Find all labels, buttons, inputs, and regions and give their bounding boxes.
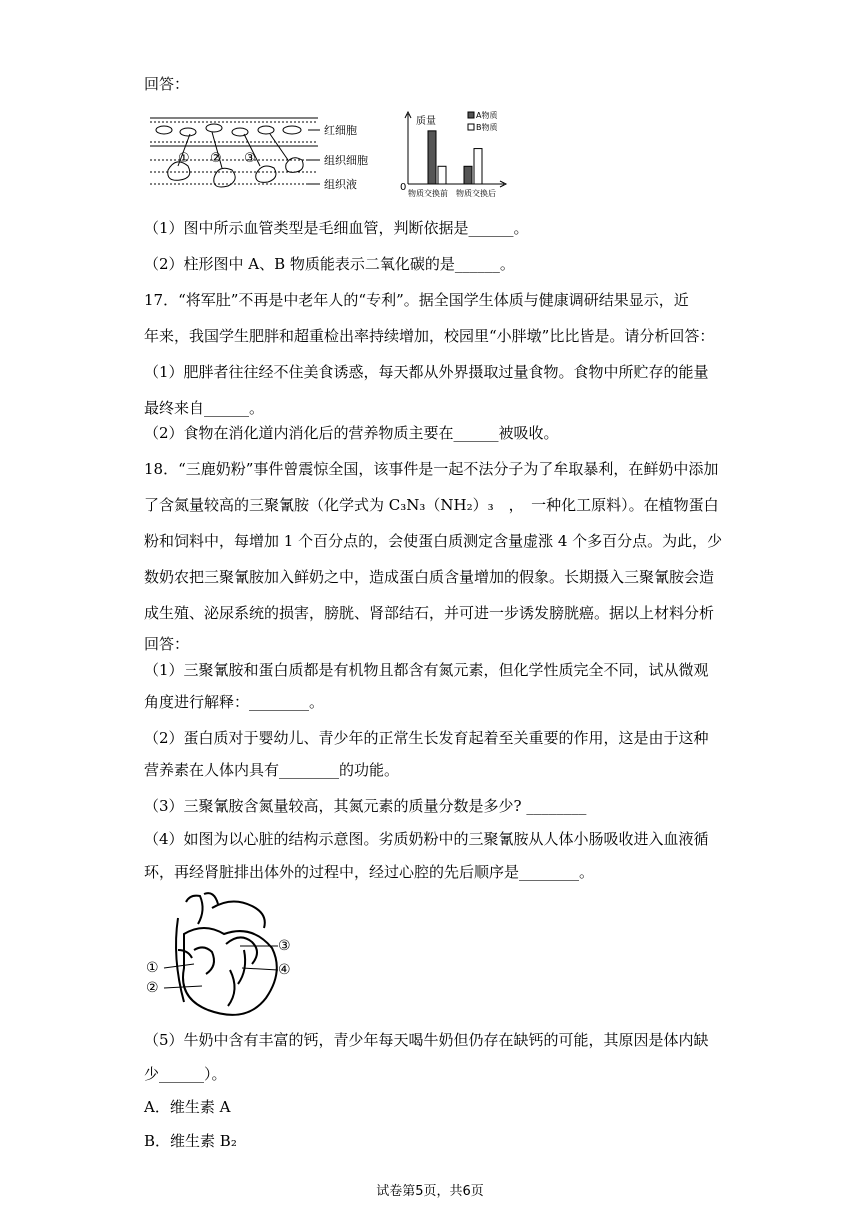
text-line: 环，再经肾脏排出体外的过程中，经过心腔的先后顺序是________。 xyxy=(144,863,595,881)
legend-swatch-a xyxy=(468,112,474,118)
page-footer: 试卷第5页，共6页 xyxy=(376,1184,484,1199)
label-tissue-cell: 组织细胞 xyxy=(324,154,368,167)
mass-bar-chart xyxy=(398,108,510,200)
text-line: （2）蛋白质对于婴幼儿、青少年的正常生长发育起着至关重要的作用，这是由于这种 xyxy=(144,729,709,747)
marker-1: ① xyxy=(178,151,190,166)
option-a: A．维生素 A xyxy=(144,1098,231,1116)
label-red-blood-cell: 红细胞 xyxy=(324,124,357,137)
text-line: 17．“将军肚”不再是中老年人的“专利”。据全国学生体质与健康调研结果显示，近 xyxy=(144,291,689,309)
x-tick-label: 物质交换后 xyxy=(456,189,496,198)
y-axis-label: 质量 xyxy=(416,116,436,127)
heart-structure-diagram xyxy=(142,890,298,1020)
text-line: 粉和饲料中，每增加 1 个百分点的，会使蛋白质测定含量虚涨 4 个多百分点。为此，少 xyxy=(144,532,723,550)
legend-swatch-b xyxy=(468,124,474,130)
text-line: （2）柱形图中 A、B 物质能表示二氧化碳的是______。 xyxy=(144,255,515,273)
heart-marker-1: ① xyxy=(146,960,159,976)
option-b: B．维生素 B₂ xyxy=(144,1132,237,1150)
legend-label-b: B物质 xyxy=(476,123,498,132)
text-line: （2）食物在消化道内消化后的营养物质主要在______被吸收。 xyxy=(144,424,559,442)
legend-label-a: A物质 xyxy=(476,111,498,120)
marker-3: ③ xyxy=(244,151,256,166)
x-tick-label: 物质交换前 xyxy=(408,189,448,198)
capillary-exchange-diagram xyxy=(148,108,376,196)
heart-marker-2: ② xyxy=(146,980,159,996)
heart-marker-4: ④ xyxy=(278,962,291,978)
marker-2: ② xyxy=(210,151,222,166)
text-line: 营养素在人体内具有________的功能。 xyxy=(144,761,400,779)
text-line: （4）如图为以心脏的结构示意图。劣质奶粉中的三聚氰胺从人体小肠吸收进入血液循 xyxy=(144,830,709,848)
heart-marker-3: ③ xyxy=(278,938,291,954)
text-line: （5）牛奶中含有丰富的钙，青少年每天喝牛奶但仍存在缺钙的可能，其原因是体内缺 xyxy=(144,1031,709,1049)
bar-b-before xyxy=(438,166,446,184)
text-line: 角度进行解释：________。 xyxy=(144,693,325,711)
text-line: （1）肥胖者往往经不住美食诱惑，每天都从外界摄取过量食物。食物中所贮存的能量 xyxy=(144,363,709,381)
text-line: （1）图中所示血管类型是毛细血管，判断依据是______。 xyxy=(144,219,529,237)
text-line: （3）三聚氰胺含氮量较高，其氮元素的质量分数是多少? ________ xyxy=(144,797,587,815)
text-line: 回答： xyxy=(144,635,190,653)
text-line: （1）三聚氰胺和蛋白质都是有机物且都含有氮元素，但化学性质完全不同，试从微观 xyxy=(144,661,709,679)
origin-label: 0 xyxy=(400,182,407,193)
text-line: 年来，我国学生肥胖和超重检出率持续增加，校园里“小胖墩”比比皆是。请分析回答： xyxy=(144,327,715,345)
text-line: 少______）。 xyxy=(144,1065,227,1083)
bar-b-after xyxy=(474,149,482,184)
text-line: 最终来自______。 xyxy=(144,399,265,417)
label-tissue-fluid: 组织液 xyxy=(324,178,357,191)
bar-a-before xyxy=(428,131,436,184)
text-line: 回答： xyxy=(144,75,190,93)
bar-a-after xyxy=(464,166,472,184)
text-line: 18．“三鹿奶粉”事件曾震惊全国，该事件是一起不法分子为了牟取暴利，在鲜奶中添加 xyxy=(144,460,719,478)
text-line: 成生殖、泌尿系统的损害，膀胱、肾部结石，并可进一步诱发膀胱癌。据以上材料分析 xyxy=(144,604,715,622)
text-line: 数奶农把三聚氰胺加入鲜奶之中，造成蛋白质含量增加的假象。长期摄入三聚氰胺会造 xyxy=(144,568,715,586)
text-line: 了含氮量较高的三聚氰胺（化学式为 C₃N₃（NH₂）₃ ， 一种化工原料）。在植物蛋白 xyxy=(144,496,719,514)
